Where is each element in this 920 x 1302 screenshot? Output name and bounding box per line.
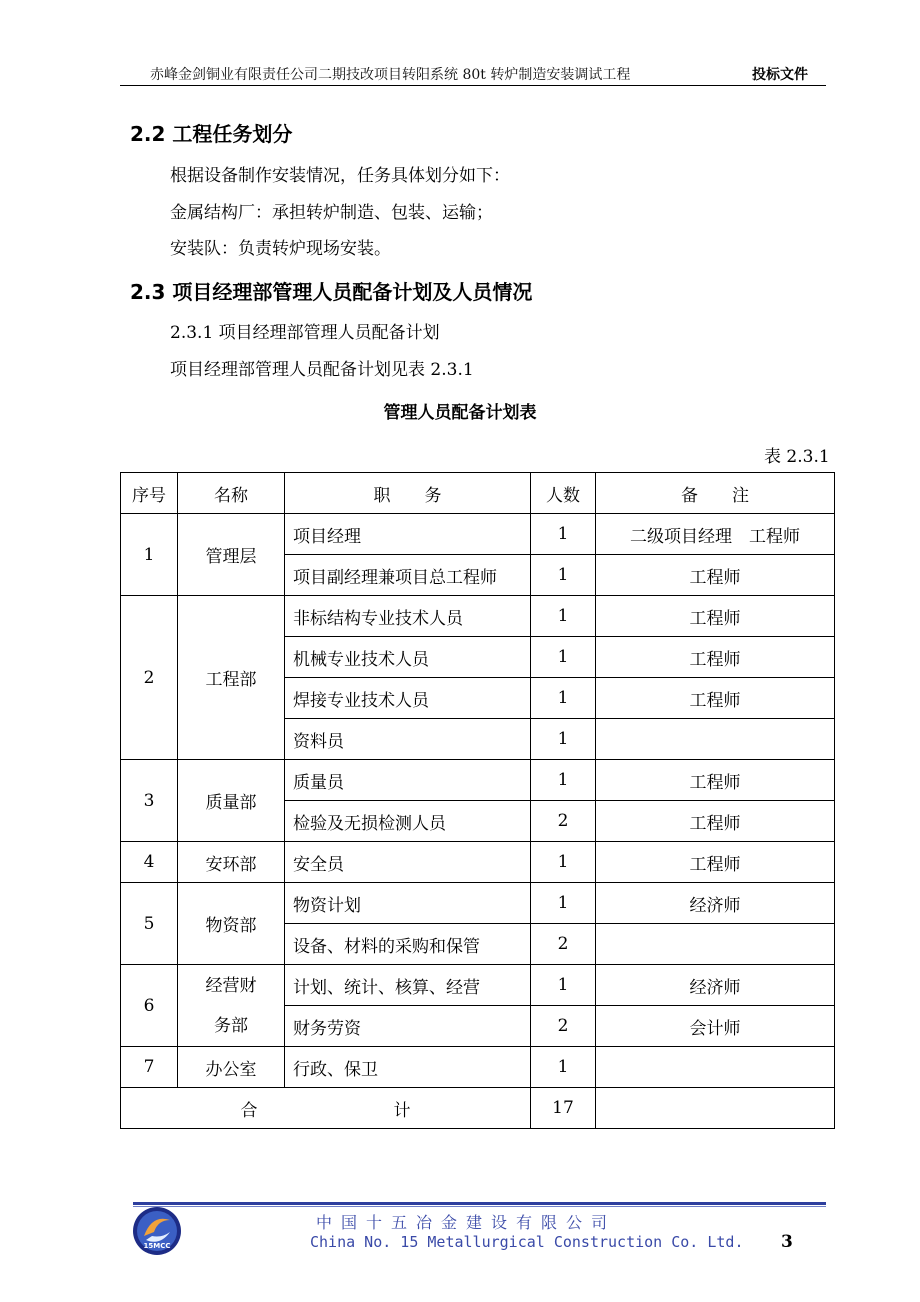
duty-cell: 机械专业技术人员 bbox=[285, 637, 531, 678]
note-cell: 二级项目经理 工程师 bbox=[596, 514, 835, 555]
footer-company-en: China No. 15 Metallurgical Construction Co. Ltd. bbox=[310, 1233, 744, 1251]
section-2-3-1-heading: 2.3.1 项目经理部管理人员配备计划 bbox=[170, 323, 440, 343]
duty-cell: 检验及无损检测人员 bbox=[285, 801, 531, 842]
total-row bbox=[121, 1088, 835, 1129]
staff-plan-table bbox=[120, 472, 835, 1129]
note-cell: 经济师 bbox=[596, 965, 835, 1006]
footer-company-cn: 中国十五冶金建设有限公司 bbox=[316, 1213, 617, 1232]
table-row bbox=[121, 883, 835, 924]
count-cell: 1 bbox=[531, 596, 596, 637]
duty-cell: 焊接专业技术人员 bbox=[285, 678, 531, 719]
table-row bbox=[121, 760, 835, 801]
count-cell: 1 bbox=[531, 678, 596, 719]
duty-cell: 非标结构专业技术人员 bbox=[285, 596, 531, 637]
section-2-3-heading: 2.3 项目经理部管理人员配备计划及人员情况 bbox=[130, 280, 533, 304]
duty-cell: 项目经理 bbox=[285, 514, 531, 555]
header-duty: 职 务 bbox=[285, 473, 531, 514]
table-row bbox=[121, 842, 835, 883]
header-note: 备 注 bbox=[596, 473, 835, 514]
page-header-doc-type: 投标文件 bbox=[752, 67, 808, 83]
duty-cell: 质量员 bbox=[285, 760, 531, 801]
group-seq: 7 bbox=[121, 1047, 178, 1088]
section-2-2-line-1: 根据设备制作安装情况，任务具体划分如下： bbox=[170, 166, 510, 186]
section-2-2-line-3: 安装队：负责转炉现场安装。 bbox=[170, 239, 391, 259]
group-name: 办公室 bbox=[178, 1047, 285, 1088]
group-name: 物资部 bbox=[178, 883, 285, 965]
count-cell: 1 bbox=[531, 514, 596, 555]
count-cell: 1 bbox=[531, 760, 596, 801]
note-cell: 工程师 bbox=[596, 842, 835, 883]
header-seq: 序号 bbox=[121, 473, 178, 514]
table-row bbox=[121, 596, 835, 637]
group-seq: 2 bbox=[121, 596, 178, 760]
total-label: 合 计 bbox=[121, 1088, 531, 1129]
duty-cell: 资料员 bbox=[285, 719, 531, 760]
count-cell: 2 bbox=[531, 1006, 596, 1047]
table-row bbox=[121, 514, 835, 555]
note-cell bbox=[596, 719, 835, 760]
duty-cell: 行政、保卫 bbox=[285, 1047, 531, 1088]
note-cell: 工程师 bbox=[596, 555, 835, 596]
note-cell bbox=[596, 924, 835, 965]
note-cell bbox=[596, 1047, 835, 1088]
group-seq: 4 bbox=[121, 842, 178, 883]
group-name: 质量部 bbox=[178, 760, 285, 842]
group-name: 经营财务部 bbox=[178, 965, 285, 1047]
note-cell: 工程师 bbox=[596, 596, 835, 637]
duty-cell: 财务劳资 bbox=[285, 1006, 531, 1047]
count-cell: 2 bbox=[531, 801, 596, 842]
table-title: 管理人员配备计划表 bbox=[383, 403, 537, 423]
duty-cell: 项目副经理兼项目总工程师 bbox=[285, 555, 531, 596]
footer-rule-thick bbox=[133, 1202, 826, 1205]
header-count: 人数 bbox=[531, 473, 596, 514]
duty-cell: 安全员 bbox=[285, 842, 531, 883]
table-header-row bbox=[121, 473, 835, 514]
header-name: 名称 bbox=[178, 473, 285, 514]
header-divider bbox=[120, 85, 826, 86]
group-name: 安环部 bbox=[178, 842, 285, 883]
page-header-title: 赤峰金剑铜业有限责任公司二期技改项目转阳系统 80t 转炉制造安装调试工程 bbox=[150, 67, 631, 83]
group-seq: 5 bbox=[121, 883, 178, 965]
section-2-3-intro: 项目经理部管理人员配备计划见表 2.3.1 bbox=[170, 360, 474, 380]
note-cell: 工程师 bbox=[596, 678, 835, 719]
table-row bbox=[121, 1047, 835, 1088]
group-seq: 1 bbox=[121, 514, 178, 596]
note-cell: 工程师 bbox=[596, 637, 835, 678]
group-name: 工程部 bbox=[178, 596, 285, 760]
table-row bbox=[121, 965, 835, 1006]
company-logo-icon bbox=[132, 1206, 182, 1256]
section-2-2-line-2: 金属结构厂：承担转炉制造、包装、运输； bbox=[170, 203, 493, 223]
count-cell: 1 bbox=[531, 883, 596, 924]
duty-cell: 设备、材料的采购和保管 bbox=[285, 924, 531, 965]
count-cell: 1 bbox=[531, 555, 596, 596]
group-seq: 6 bbox=[121, 965, 178, 1047]
note-cell: 工程师 bbox=[596, 760, 835, 801]
count-cell: 2 bbox=[531, 924, 596, 965]
note-cell: 工程师 bbox=[596, 801, 835, 842]
group-name: 管理层 bbox=[178, 514, 285, 596]
count-cell: 1 bbox=[531, 719, 596, 760]
duty-cell: 物资计划 bbox=[285, 883, 531, 924]
total-count: 17 bbox=[531, 1088, 596, 1129]
duty-cell: 计划、统计、核算、经营 bbox=[285, 965, 531, 1006]
note-cell: 经济师 bbox=[596, 883, 835, 924]
note-cell: 会计师 bbox=[596, 1006, 835, 1047]
group-seq: 3 bbox=[121, 760, 178, 842]
section-2-2-heading: 2.2 工程任务划分 bbox=[130, 122, 293, 146]
table-number: 表 2.3.1 bbox=[764, 447, 830, 467]
count-cell: 1 bbox=[531, 1047, 596, 1088]
page-number: 3 bbox=[781, 1232, 793, 1252]
count-cell: 1 bbox=[531, 637, 596, 678]
count-cell: 1 bbox=[531, 965, 596, 1006]
logo-label: 15MCC bbox=[143, 1242, 171, 1250]
total-note bbox=[596, 1088, 835, 1129]
count-cell: 1 bbox=[531, 842, 596, 883]
footer-rule-thin bbox=[133, 1206, 826, 1207]
